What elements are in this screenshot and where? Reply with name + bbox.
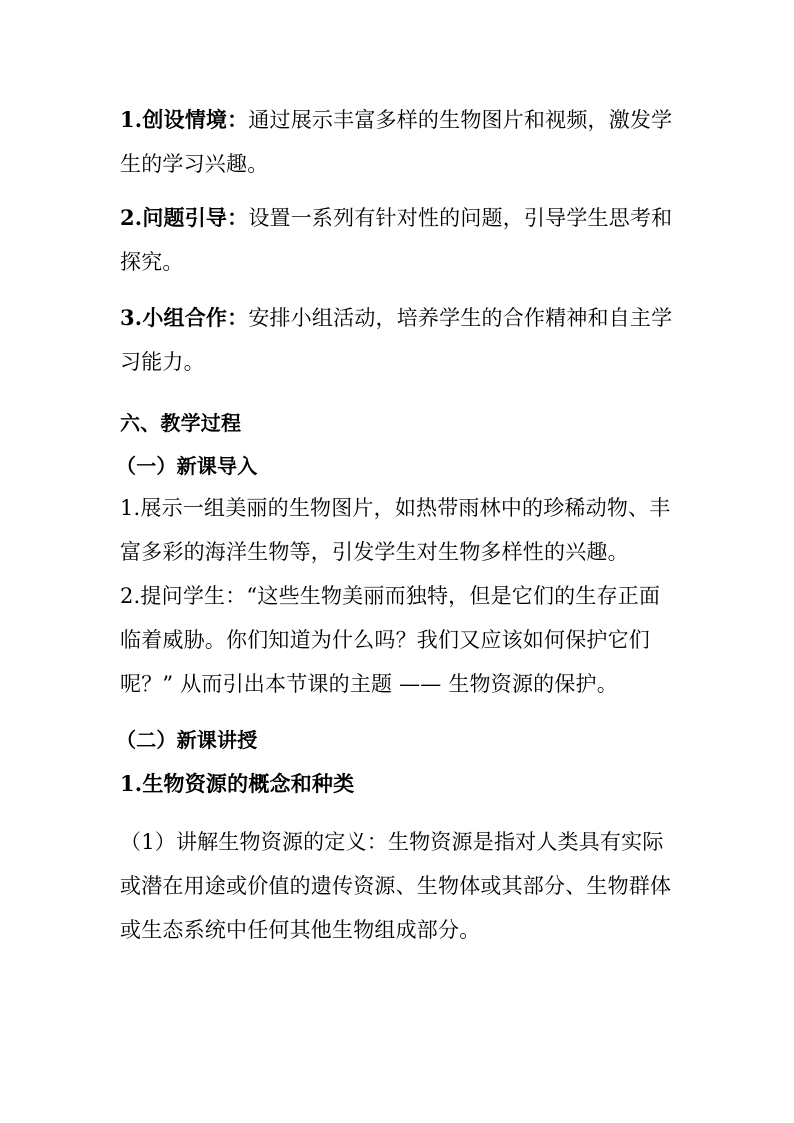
method-item-1	[120, 98, 680, 186]
method-item-3	[120, 296, 680, 384]
intro-paragraph-1: 1.展示一组美丽的生物图片，如热带雨林中的珍稀动物、丰富多彩的海洋生物等，引发学生对生物多样性的兴趣。	[120, 496, 671, 564]
method-item-2	[120, 196, 680, 284]
section-title: 六、教学过程	[120, 411, 242, 435]
method-item-label: 1.创设情境：	[120, 107, 249, 132]
method-item-label: 2.问题引导：	[120, 205, 249, 230]
method-item-text: 设置一系列有针对性的问题，引导学生思考和探究。	[120, 206, 673, 274]
method-item-label: 3.小组合作：	[120, 305, 249, 330]
subsection-title-intro: （一）新课导入	[116, 454, 258, 478]
definition-paragraph: （1）讲解生物资源的定义：生物资源是指对人类具有实际或潜在用途或价值的遗传资源、生物体或其部分、生物群体或生态系统中任何其他生物组成部分。	[120, 830, 672, 942]
topic-heading: 1.生物资源的概念和种类	[120, 771, 355, 796]
method-item-text: 安排小组活动，培养学生的合作精神和自主学习能力。	[120, 306, 673, 374]
intro-paragraph-2: 2.提问学生：“这些生物美丽而独特，但是它们的生存正面临着威胁。你们知道为什么吗？我们又应该如何保护它们呢？” 从而引出本节课的主题 —— 生物资源的保护。	[120, 584, 661, 696]
subsection-title-teaching: （二）新课讲授	[116, 728, 258, 752]
method-item-text: 通过展示丰富多样的生物图片和视频，激发学生的学习兴趣。	[120, 108, 673, 176]
